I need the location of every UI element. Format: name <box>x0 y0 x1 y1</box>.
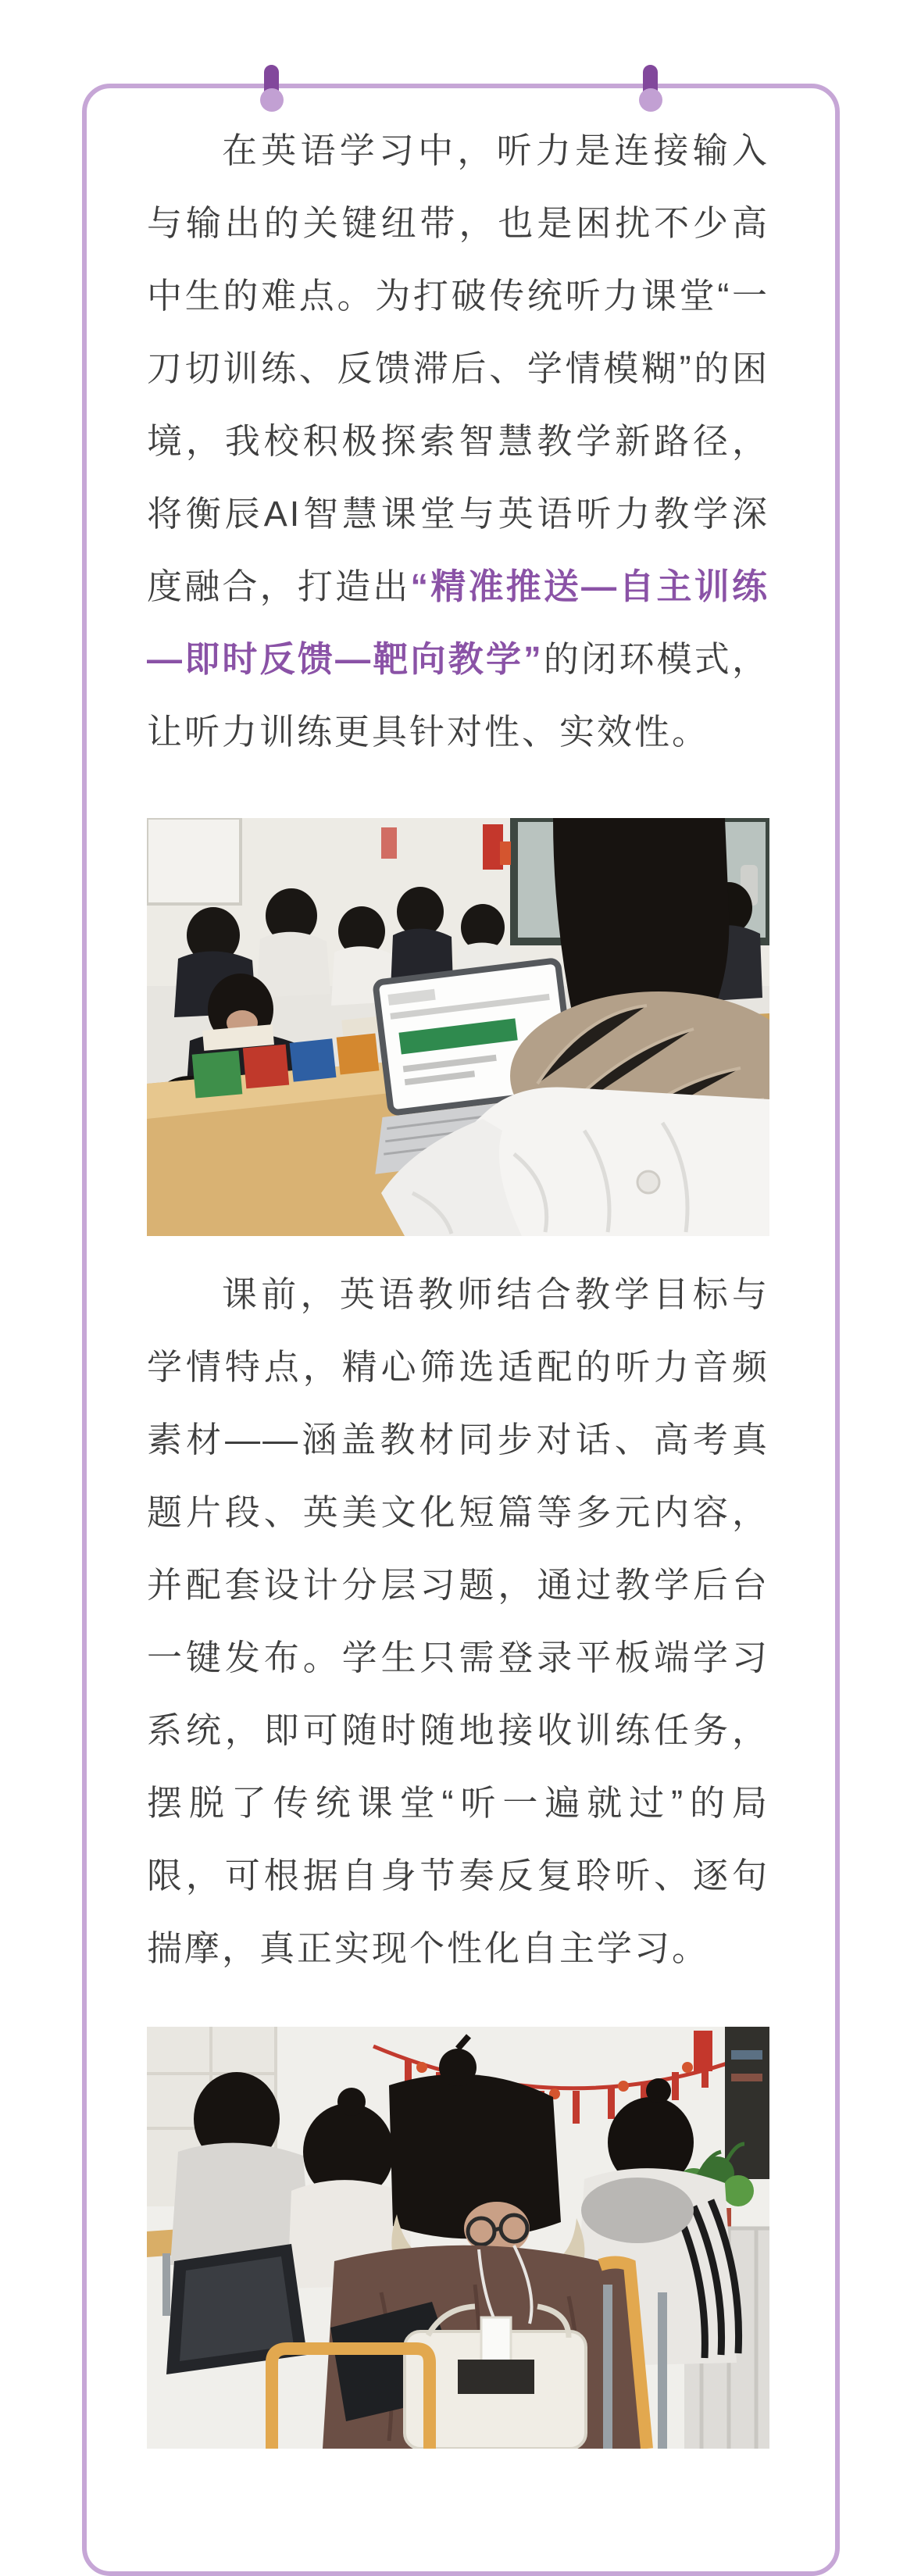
paragraph-intro <box>147 114 769 768</box>
card-content-layer <box>82 84 840 2576</box>
pushpin-head <box>260 88 284 112</box>
pushpin-head <box>639 88 662 112</box>
paragraph-intro-lead: 在英语学习中，听力是连接输入与输出的关键纽带，也是困扰不少高中生的难点。为打破传统听力课堂“一刀切训练、反馈滞后、学情模糊”的困境，我校积极探索智慧教学新路径，将衡辰AI智慧课堂与英语听力教学深度融合，打造出 <box>147 130 769 606</box>
article-body <box>87 88 835 2449</box>
paragraph-intro-tail: 的闭环模式，让听力训练更具针对性、实效性。 <box>147 639 769 752</box>
classroom-photo-teacher-laptop[interactable] <box>147 818 769 1236</box>
paragraph-pre-class <box>147 1258 769 1985</box>
highlight-closed-loop-model: “精准推送—自主训练—即时反馈—靶向教学” <box>147 566 769 679</box>
paragraph-pre-class-text: 课前，英语教师结合教学目标与学情特点，精心筛选适配的听力音频素材——涵盖教材同步对话、高考真题片段、英美文化短篇等多元内容，并配套设计分层习题，通过教学后台一键发布。学生只需登录平板端学习系统，即可随时随地接收训练任务，摆脱了传统课堂“听一遍就过”的局限，可根据自身节奏反复聆听、逐句揣摩，真正实现个性化自主学习。 <box>147 1274 769 1968</box>
classroom-photo-students-earphones[interactable] <box>147 2027 769 2449</box>
